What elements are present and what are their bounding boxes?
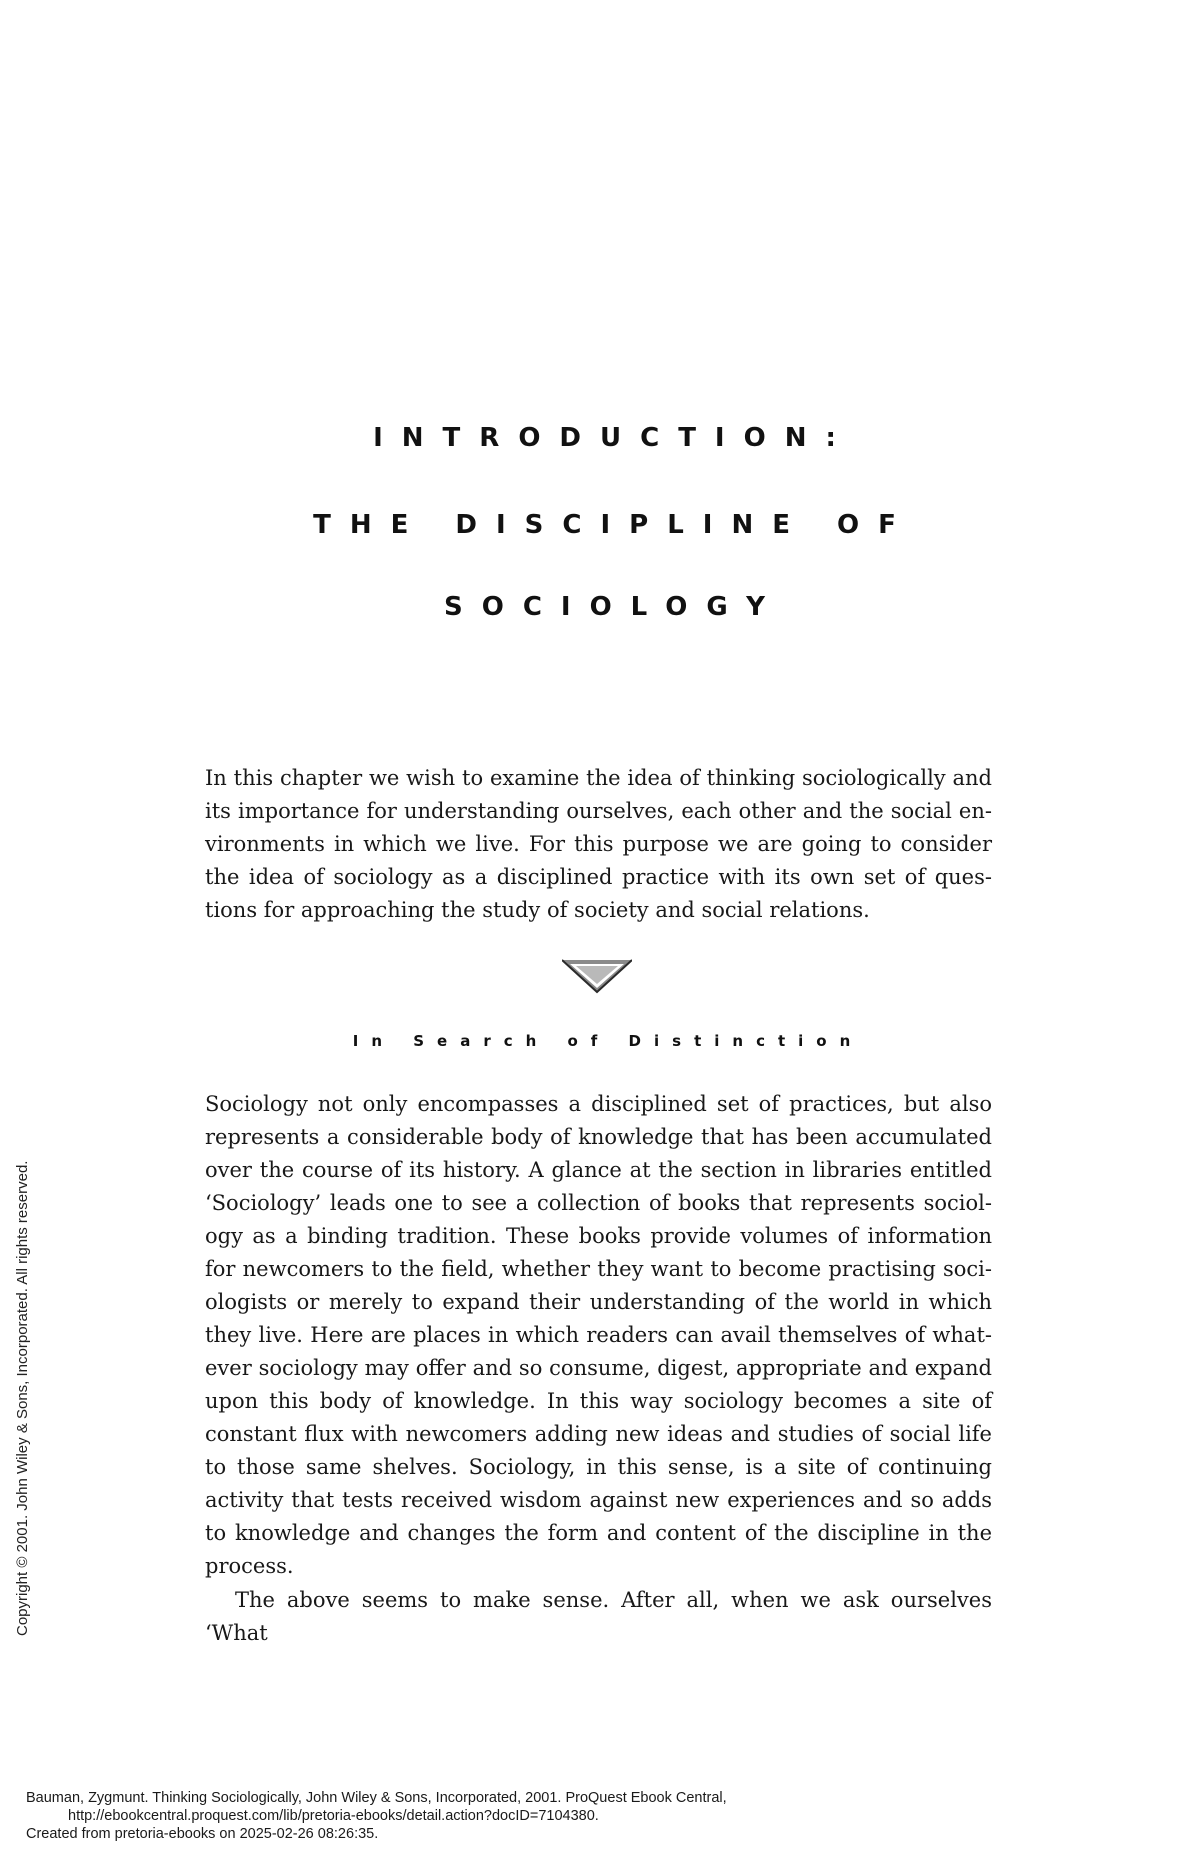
chapter-title-line-3: SOCIOLOGY bbox=[443, 592, 785, 622]
section-paragraph-1: Sociology not only encompasses a disciplined set of practices, but also represents a considerable body of knowledge that has been accumulated over the course of its history. A glance at the section in libraries entitled ‘Sociology’ leads one to see a collection of books that represents sociology as a binding tradition. These books provide volumes of information for newcomers to the field, whether they want to become practising sociologists or merely to expand their understanding of the world in which they live. Here are places in which readers can avail themselves of whatever sociology may offer and so consume, digest, appropriate and expand upon this body of knowledge. In this way sociology becomes a site of constant flux with newcomers adding new ideas and studies of social life to those same shelves. Sociology, in this sense, is a site of continuing activity that tests received wisdom against new experiences and so adds to knowledge and changes the form and content of the discipline in the process. bbox=[205, 1092, 992, 1578]
intro-paragraph: In this chapter we wish to examine the idea of thinking sociologically and its importance for understanding ourselves, each other and the social environments in which we live. For this purpose we are going to consider the idea of sociology as a disciplined practice with its own set of questions for approaching the study of society and social relations. bbox=[205, 766, 992, 922]
chevron-down-ornament-icon bbox=[562, 958, 632, 994]
chapter-title-line-2: THE DISCIPLINE OF bbox=[313, 510, 915, 540]
citation-footer bbox=[26, 1789, 727, 1843]
footer-created-line: Created from pretoria-ebooks on 2025-02-26 08:26:35. bbox=[26, 1826, 379, 1842]
footer-url-line[interactable]: http://ebookcentral.proquest.com/lib/pretoria-ebooks/detail.action?docID=7104380. bbox=[68, 1808, 599, 1824]
side-copyright-notice: Copyright © 2001. John Wiley & Sons, Incorporated. All rights reserved. bbox=[14, 1160, 31, 1636]
footer-citation-line: Bauman, Zygmunt. Thinking Sociologically, John Wiley & Sons, Incorporated, 2001. ProQuest Ebook Central, bbox=[26, 1790, 727, 1806]
chapter-title-line-1: INTRODUCTION: bbox=[373, 423, 855, 453]
section-paragraph-2: The above seems to make sense. After all, when we ask ourselves ‘What bbox=[205, 1588, 992, 1645]
section-heading: In Search of Distinction bbox=[352, 1032, 864, 1050]
